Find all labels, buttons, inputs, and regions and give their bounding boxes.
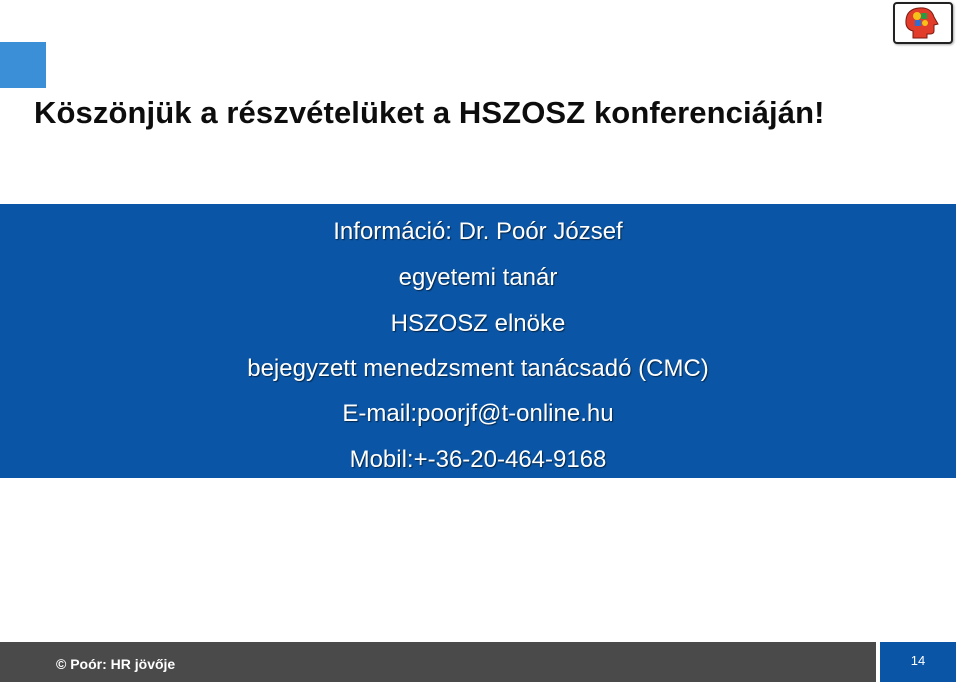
info-organization-role: HSZOSZ elnöke <box>390 310 566 337</box>
info-mobile: Mobil:+-36-20-464-9168 <box>349 446 607 473</box>
info-email: E-mail:poorjf@t-online.hu <box>342 400 614 427</box>
page-number-box <box>880 642 956 682</box>
info-position: egyetemi tanár <box>398 264 558 291</box>
contact-info-panel <box>0 204 956 478</box>
page-number: 14 <box>910 653 926 668</box>
accent-square <box>0 42 46 88</box>
slide-title: Köszönjük a részvételüket a HSZOSZ konferenciáján! <box>34 95 825 130</box>
head-puzzle-icon <box>893 2 953 44</box>
info-certification: bejegyzett menedzsment tanácsadó (CMC) <box>247 355 709 382</box>
info-contact-name: Információ: Dr. Poór József <box>333 218 623 245</box>
footer-copyright-text: © Poór: HR jövője <box>56 656 176 672</box>
